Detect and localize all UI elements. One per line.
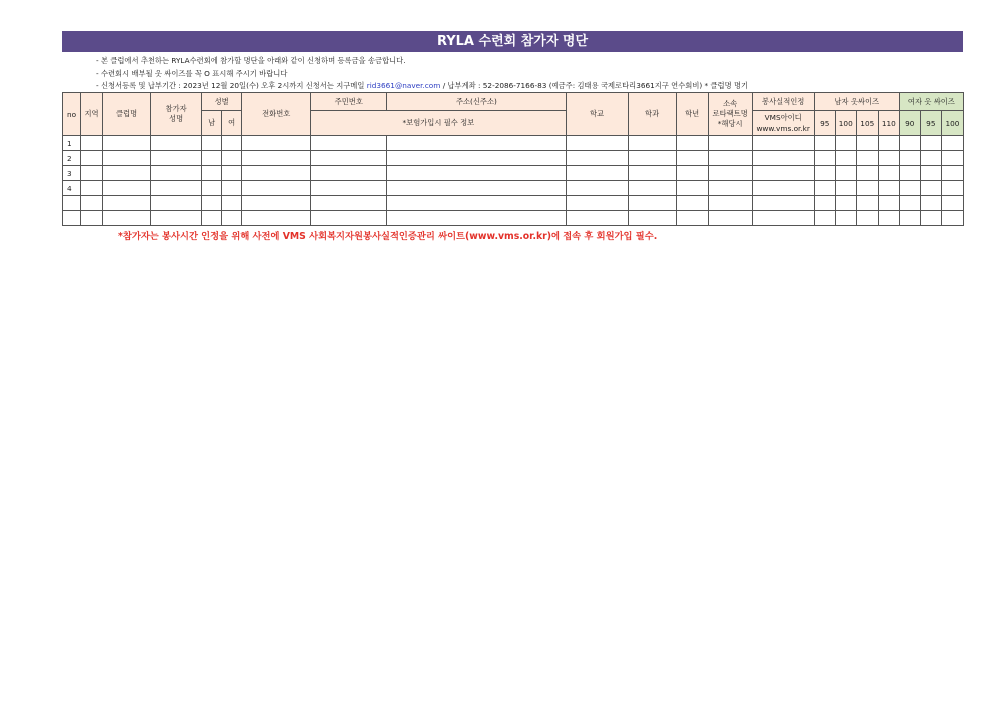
table-cell[interactable] bbox=[814, 151, 835, 166]
table-cell[interactable] bbox=[920, 211, 941, 226]
table-cell[interactable] bbox=[752, 166, 814, 181]
table-cell[interactable] bbox=[81, 151, 103, 166]
table-row bbox=[63, 136, 964, 151]
table-cell[interactable] bbox=[311, 211, 387, 226]
table-cell[interactable] bbox=[752, 211, 814, 226]
table-cell[interactable] bbox=[103, 136, 151, 151]
table-cell[interactable] bbox=[151, 211, 202, 226]
table-cell[interactable] bbox=[222, 151, 242, 166]
row-number: 4 bbox=[63, 181, 81, 196]
col-header-no: no bbox=[63, 93, 81, 136]
table-cell[interactable] bbox=[628, 196, 676, 211]
col-header-gender: 성별 bbox=[202, 93, 242, 111]
col-header-rotaract: 소속 로타랙트명 *해당시 bbox=[708, 93, 752, 136]
table-cell[interactable] bbox=[387, 166, 566, 181]
table-cell[interactable] bbox=[708, 151, 752, 166]
table-cell[interactable] bbox=[242, 196, 311, 211]
table-cell[interactable] bbox=[81, 136, 103, 151]
table-cell[interactable] bbox=[311, 136, 387, 151]
table-cell[interactable] bbox=[566, 196, 628, 211]
col-header-grade: 학년 bbox=[676, 93, 708, 136]
table-cell[interactable] bbox=[878, 136, 899, 151]
participant-table bbox=[62, 92, 964, 226]
col-header-men-size: 남자 옷싸이즈 bbox=[814, 93, 899, 111]
table-cell[interactable] bbox=[628, 181, 676, 196]
table-cell[interactable] bbox=[387, 196, 566, 211]
table-cell[interactable] bbox=[202, 151, 222, 166]
table-cell[interactable] bbox=[387, 151, 566, 166]
table-cell[interactable] bbox=[856, 181, 878, 196]
table-cell[interactable] bbox=[941, 151, 963, 166]
table-cell[interactable] bbox=[856, 196, 878, 211]
table-cell[interactable] bbox=[222, 211, 242, 226]
table-cell[interactable] bbox=[835, 136, 856, 151]
table-cell[interactable] bbox=[899, 166, 920, 181]
table-cell[interactable] bbox=[222, 136, 242, 151]
table-cell[interactable] bbox=[387, 136, 566, 151]
table-cell[interactable] bbox=[814, 211, 835, 226]
table-cell[interactable] bbox=[202, 136, 222, 151]
table-cell[interactable] bbox=[311, 151, 387, 166]
table-cell[interactable] bbox=[814, 181, 835, 196]
table-cell[interactable] bbox=[676, 166, 708, 181]
table-cell[interactable] bbox=[878, 181, 899, 196]
col-header-female: 여 bbox=[222, 111, 242, 136]
table-cell[interactable] bbox=[835, 211, 856, 226]
col-header-vms-id: VMS아이디 www.vms.or.kr bbox=[752, 111, 814, 136]
table-cell[interactable] bbox=[814, 136, 835, 151]
table-cell[interactable] bbox=[920, 196, 941, 211]
table-cell[interactable] bbox=[311, 166, 387, 181]
table-cell[interactable] bbox=[311, 196, 387, 211]
table-cell[interactable] bbox=[81, 211, 103, 226]
table-cell[interactable] bbox=[242, 136, 311, 151]
table-cell[interactable] bbox=[708, 166, 752, 181]
size-90-women: 90 bbox=[899, 111, 920, 136]
col-header-participant: 참가자 성명 bbox=[151, 93, 202, 136]
table-cell[interactable] bbox=[856, 166, 878, 181]
table-cell[interactable] bbox=[81, 181, 103, 196]
col-header-address: 주소(신주소) bbox=[387, 93, 566, 111]
table-cell[interactable] bbox=[878, 151, 899, 166]
table-cell[interactable] bbox=[676, 181, 708, 196]
col-header-major: 학과 bbox=[628, 93, 676, 136]
row-number: 1 bbox=[63, 136, 81, 151]
size-105-men: 105 bbox=[856, 111, 878, 136]
size-100-men: 100 bbox=[835, 111, 856, 136]
table-cell[interactable] bbox=[835, 166, 856, 181]
table-cell[interactable] bbox=[81, 196, 103, 211]
table-cell[interactable] bbox=[566, 166, 628, 181]
table-cell[interactable] bbox=[752, 196, 814, 211]
table-cell[interactable] bbox=[202, 166, 222, 181]
table-row bbox=[63, 181, 964, 196]
table-cell[interactable] bbox=[856, 136, 878, 151]
table-cell[interactable] bbox=[151, 196, 202, 211]
table-cell[interactable] bbox=[103, 196, 151, 211]
table-cell[interactable] bbox=[708, 181, 752, 196]
table-cell[interactable] bbox=[202, 211, 222, 226]
table-cell[interactable] bbox=[222, 166, 242, 181]
table-cell[interactable] bbox=[899, 211, 920, 226]
table-cell[interactable] bbox=[566, 211, 628, 226]
vms-warning: *참가자는 봉사시간 인정을 위해 사전에 VMS 사회복지자원봉사실적인증관리 싸이트(www.vms.or.kr)에 접속 후 회원가입 필수. bbox=[118, 231, 658, 242]
table-cell[interactable] bbox=[878, 211, 899, 226]
table-cell[interactable] bbox=[835, 151, 856, 166]
table-cell[interactable] bbox=[899, 181, 920, 196]
table-cell[interactable] bbox=[566, 181, 628, 196]
col-header-male: 남 bbox=[202, 111, 222, 136]
table-cell[interactable] bbox=[899, 196, 920, 211]
row-number bbox=[63, 196, 81, 211]
table-cell[interactable] bbox=[835, 196, 856, 211]
table-cell[interactable] bbox=[202, 181, 222, 196]
table-cell[interactable] bbox=[151, 181, 202, 196]
table-cell[interactable] bbox=[151, 151, 202, 166]
table-cell[interactable] bbox=[708, 211, 752, 226]
table-cell[interactable] bbox=[676, 196, 708, 211]
table-cell[interactable] bbox=[628, 211, 676, 226]
table-cell[interactable] bbox=[941, 166, 963, 181]
table-cell[interactable] bbox=[242, 181, 311, 196]
size-95-women: 95 bbox=[920, 111, 941, 136]
table-cell[interactable] bbox=[941, 136, 963, 151]
table-cell[interactable] bbox=[752, 151, 814, 166]
table-cell[interactable] bbox=[920, 151, 941, 166]
table-cell[interactable] bbox=[878, 196, 899, 211]
row-number bbox=[63, 211, 81, 226]
row-number: 2 bbox=[63, 151, 81, 166]
table-cell[interactable] bbox=[311, 181, 387, 196]
table-row bbox=[63, 211, 964, 226]
col-header-women-size: 여자 옷 싸이즈 bbox=[899, 93, 963, 111]
instructions bbox=[96, 55, 748, 93]
table-cell[interactable] bbox=[814, 196, 835, 211]
table-cell[interactable] bbox=[708, 136, 752, 151]
col-header-volunteer: 봉사실적인정 bbox=[752, 93, 814, 111]
note-line: - 본 클럽에서 추천하는 RYLA수련회에 참가할 명단을 아래와 같이 신청하며 등록금을 송금합니다. bbox=[96, 56, 406, 65]
col-header-school: 학교 bbox=[566, 93, 628, 136]
table-cell[interactable] bbox=[752, 136, 814, 151]
table-cell[interactable] bbox=[941, 181, 963, 196]
table-cell[interactable] bbox=[202, 196, 222, 211]
page-title: RYLA 수련회 참가자 명단 bbox=[62, 31, 963, 52]
table-cell[interactable] bbox=[676, 151, 708, 166]
table-cell[interactable] bbox=[814, 166, 835, 181]
table-cell[interactable] bbox=[566, 136, 628, 151]
table-cell[interactable] bbox=[103, 211, 151, 226]
table-cell[interactable] bbox=[242, 166, 311, 181]
table-cell[interactable] bbox=[151, 136, 202, 151]
table-cell[interactable] bbox=[676, 136, 708, 151]
table-row bbox=[63, 196, 964, 211]
table-cell[interactable] bbox=[103, 181, 151, 196]
table-cell[interactable] bbox=[628, 136, 676, 151]
table-cell[interactable] bbox=[752, 181, 814, 196]
table-cell[interactable] bbox=[920, 166, 941, 181]
table-cell[interactable] bbox=[81, 166, 103, 181]
table-cell[interactable] bbox=[676, 211, 708, 226]
table-row bbox=[63, 166, 964, 181]
table-cell[interactable] bbox=[242, 211, 311, 226]
table-cell[interactable] bbox=[941, 196, 963, 211]
col-header-phone: 전화번호 bbox=[242, 93, 311, 136]
table-cell[interactable] bbox=[103, 166, 151, 181]
size-95-men: 95 bbox=[814, 111, 835, 136]
table-cell[interactable] bbox=[899, 136, 920, 151]
note-line-deadline: - 신청서등록 및 납부기간 : 2023년 12월 20일(수) 오후 2시까지 신청서는 지구메일 rid3661@naver.com / 납부계좌 : 52-2086-7166-83 (예금주: 김태용 국제로타리3661지구 연수회비) * 클럽명 명기 bbox=[96, 81, 749, 90]
table-cell[interactable] bbox=[628, 151, 676, 166]
col-header-region: 지역 bbox=[81, 93, 103, 136]
table-cell[interactable] bbox=[151, 166, 202, 181]
col-header-insurance: *보험가입시 필수 정보 bbox=[311, 111, 566, 136]
table-cell[interactable] bbox=[387, 181, 566, 196]
email-link[interactable]: rid3661@naver.com bbox=[366, 81, 441, 90]
size-100-women: 100 bbox=[941, 111, 963, 136]
table-cell[interactable] bbox=[878, 166, 899, 181]
table-cell[interactable] bbox=[103, 151, 151, 166]
table-cell[interactable] bbox=[835, 181, 856, 196]
table-cell[interactable] bbox=[856, 211, 878, 226]
table-cell[interactable] bbox=[708, 196, 752, 211]
table-cell[interactable] bbox=[628, 166, 676, 181]
table-cell[interactable] bbox=[387, 211, 566, 226]
table-cell[interactable] bbox=[222, 196, 242, 211]
note-line: - 수련회시 배부될 옷 싸이즈를 꼭 O 표시해 주시기 바랍니다 bbox=[96, 68, 288, 78]
table-cell[interactable] bbox=[941, 211, 963, 226]
table-cell[interactable] bbox=[920, 181, 941, 196]
table-cell[interactable] bbox=[920, 136, 941, 151]
size-110-men: 110 bbox=[878, 111, 899, 136]
table-cell[interactable] bbox=[242, 151, 311, 166]
table-cell[interactable] bbox=[856, 151, 878, 166]
table-cell[interactable] bbox=[566, 151, 628, 166]
col-header-club: 클럽명 bbox=[103, 93, 151, 136]
row-number: 3 bbox=[63, 166, 81, 181]
col-header-resident-id: 주민번호 bbox=[311, 93, 387, 111]
table-row bbox=[63, 151, 964, 166]
table-cell[interactable] bbox=[222, 181, 242, 196]
table-cell[interactable] bbox=[899, 151, 920, 166]
